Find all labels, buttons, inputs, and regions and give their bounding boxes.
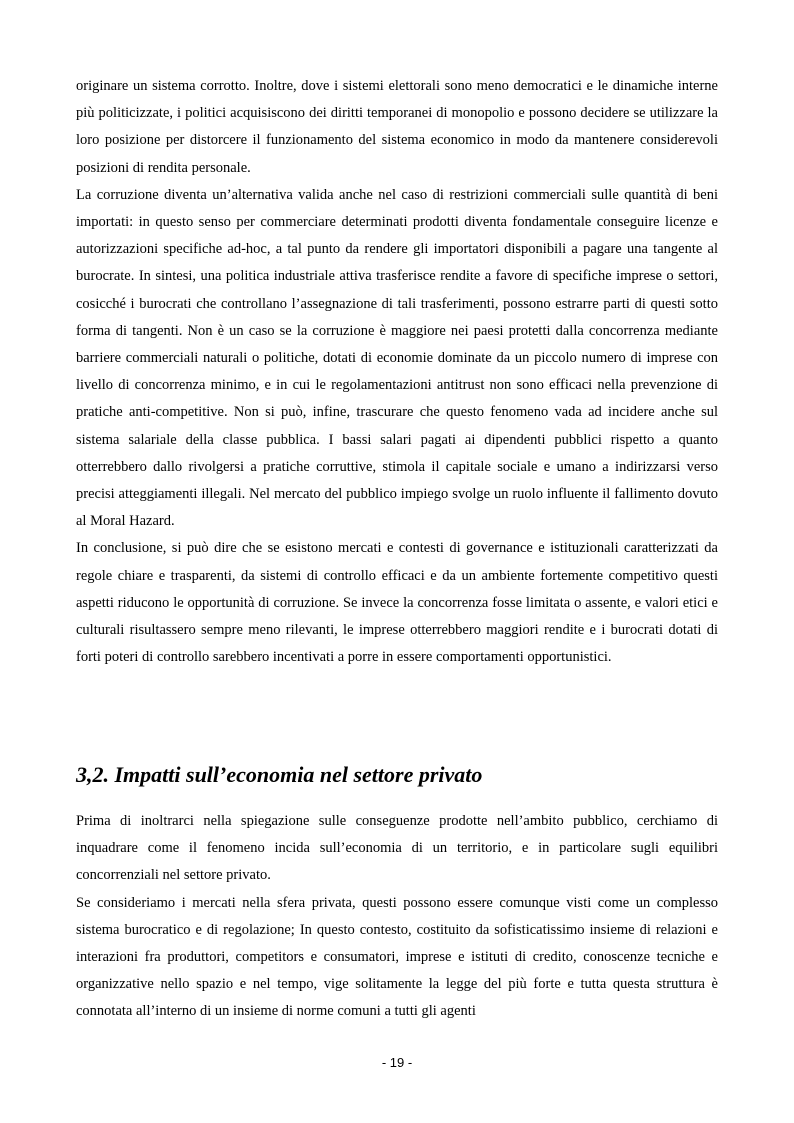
paragraph: In conclusione, si può dire che se esistono mercati e contesti di governance e istituzionali caratterizzati da regole chiare e trasparenti, da sistemi di controllo efficaci e da un ambiente fortemente competitivo questi aspetti riducono le opportunità di corruzione. Se invece la concorrenza fosse limitata o assente, e valori etici e culturali risultassero sempre meno rilevanti, le imprese otterrebbero maggiori rendite e i burocrati dotati di forti poteri di controllo sarebbero incentivati a porre in essere comportamenti opportunistici. (76, 540, 718, 666)
paragraph: Se consideriamo i mercati nella sfera privata, questi possono essere comunque visti come un complesso sistema burocratico e di regolazione; In questo contesto, costituito da sofisticatissimo insieme di relazioni e interazioni fra produttori, competitors e consumatori, imprese e istituti di credito, conoscenze tecniche e organizzative nello spazio e nel tempo, vige solitamente la legge del più forte e tutta questa struttura è connotata all’interno di un insieme di norme comuni a tutti gli agenti (76, 894, 718, 1020)
section-heading: 3,2. Impatti sull’economia nel settore privato (76, 762, 483, 787)
paragraph: originare un sistema corrotto. Inoltre, dove i sistemi elettorali sono meno democratici e le dinamiche interne più politicizzate, i politici acquisiscono dei diritti temporanei di monopolio e possono decidere se utilizzare la loro posizione per distorcere il funzionamento del sistema economico in modo da mantenere considerevoli posizioni di rendita personale. (76, 78, 718, 176)
section-body-upper (76, 73, 718, 671)
page-number: - 19 - (381, 1055, 413, 1070)
paragraph: Prima di inoltrarci nella spiegazione sulle conseguenze prodotte nell’ambito pubblico, cerchiamo di inquadrare come il fenomeno incida sull’economia di un territorio, e in particolare sugli equilibri concorrenziali nel settore privato. (76, 813, 718, 884)
section-body-lower (76, 808, 718, 1026)
paragraph: La corruzione diventa un’alternativa valida anche nel caso di restrizioni commerciali sulle quantità di beni importati: in questo senso per commerciare determinati prodotti diventa fondamentale conseguire licenze e autorizzazioni specifiche ad-hoc, a tal punto da rendere gli importatori disponibili a pagare una tangente al burocrate. In sintesi, una politica industriale attiva trasferisce rendite a favore di specifiche imprese o settori, cosicché i burocrati che controllano l’assegnazione di tali trasferimenti, possono estrarre parti di questi sotto forma di tangenti. Non è un caso se la corruzione è maggiore nei paesi protetti dalla concorrenza mediante barriere commerciali naturali o politiche, dotati di economie dominate da un piccolo numero di imprese con livello di concorrenza minimo, e in cui le regolamentazioni antitrust non sono efficaci nella prevenzione di pratiche anti-competitive. Non si può, infine, trascurare che questo fenomeno vada ad incidere anche sul sistema salariale della classe pubblica. I bassi salari pagati ai dipendenti pubblici rispetto a quanto otterrebbero dallo rivolgersi a pratiche corruttive, stimola il capitale sociale e umano a indirizzarsi verso precisi atteggiamenti illegali. Nel mercato del pubblico impiego svolge un ruolo influente il fallimento dovuto al Moral Hazard. (76, 186, 718, 530)
